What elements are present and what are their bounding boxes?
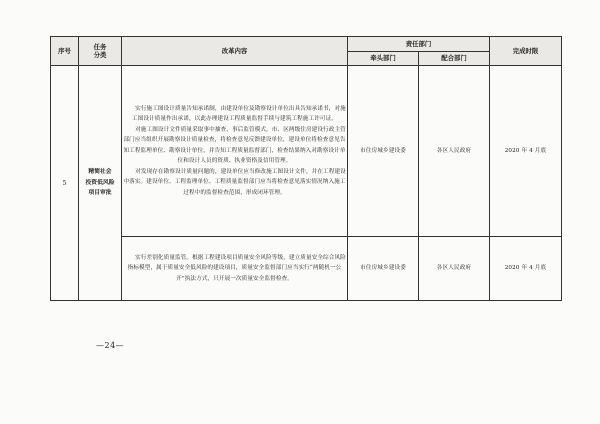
row-support-department: 各区人民政府 [419, 66, 490, 237]
header-category [79, 37, 122, 66]
content-paragraph: 对发现存在勘察设计质量问题的，建设单位应当修改施工图设计文件，并在工程建设中落实。建设单位、工程监理单位、工程质量监督部门应当将检查意见落实情况纳入施工过程中的监督检查范围，形成闭环管理。 [123, 168, 346, 196]
row-category [79, 66, 122, 301]
header-index: 序号 [51, 37, 79, 66]
header-responsible: 责任部门 [348, 37, 490, 52]
header-lead: 牵头部门 [348, 52, 419, 66]
header-category-line2: 分类 [93, 51, 107, 59]
row-content [122, 66, 348, 237]
row-category-line2: 投资低风险 [85, 179, 115, 186]
content-paragraph: 对施工图设计文件质量采取事中抽查、事后监管模式。市、区两级住房建设行政主管部门应当组织开展勘察设计质量检查，将检查意见反馈建设单位，建设单位将检查意见告知工程监理单位、勘察设计单位，并告知工程质量监督部门，检查结果纳入对勘察设计单位和设计人员的资质、执业资格及信用管理。 [123, 126, 346, 165]
reform-table [50, 36, 562, 301]
page-number: —24— [96, 341, 125, 350]
row-content [122, 237, 348, 301]
row-deadline: 2020 年 4 月底 [490, 237, 562, 301]
content-paragraph: 实行差别化质量监管。根据工程建设项目质量安全风险等级，建立质量安全综合风险指标模型，属于质量安全低风险的建设项目，质量安全监督部门应当实行“两随机一公开”执法方式，只开展一次质量安全监督检查。 [127, 254, 346, 282]
row-lead-department: 市住房城乡建设委 [348, 237, 419, 301]
row-deadline: 2020 年 4 月底 [490, 66, 562, 237]
header-category-line1: 任务 [93, 42, 107, 51]
row-lead-department: 市住房城乡建设委 [348, 66, 419, 237]
header-support: 配合部门 [419, 52, 490, 66]
table-row [51, 237, 562, 301]
row-category-line3: 项目审批 [88, 190, 112, 197]
content-paragraph: 实行施工图设计质量告知承诺制，由建设单位及勘察设计单位出具告知承诺书，对施工图设计质量作出承诺，以此办理建设工程质量监督手续与建筑工程施工许可证。 [132, 105, 346, 123]
row-index: 5 [51, 66, 79, 301]
header-content: 改革内容 [122, 37, 348, 66]
header-deadline: 完成时限 [490, 37, 562, 66]
row-category-line1: 精简社会 [88, 169, 112, 176]
row-support-department: 各区人民政府 [419, 237, 490, 301]
table-row [51, 66, 562, 237]
